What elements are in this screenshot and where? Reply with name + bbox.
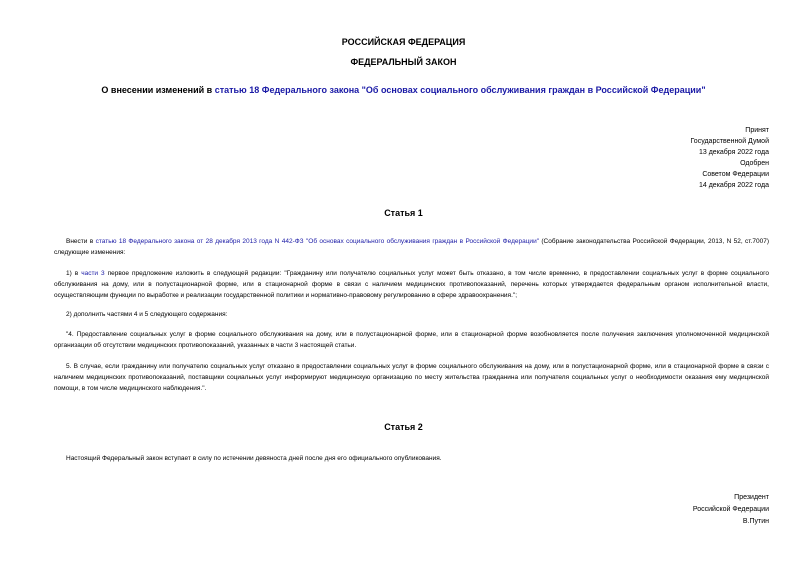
- adoption-line: 14 декабря 2022 года: [698, 182, 769, 189]
- article1-part4: "4. Предоставление социальных услуг в форме социального обслуживания на дому, или в полустационарной форме, или в стационарной форме возобновляется после получения заключения уполномоченной медицинской организации об отсутствии медицинских противопоказаний, указанных в части 3 настоящей статьи.: [54, 331, 769, 349]
- article2-text: Настоящий Федеральный закон вступает в силу по истечении девяноста дней после дня его официального опубликования.: [66, 455, 442, 462]
- law-title-link[interactable]: статью 18 Федерального закона "Об основах социального обслуживания граждан в Российской Федерации": [214, 85, 706, 95]
- item1-prefix: 1) в: [66, 270, 82, 277]
- adoption-line: 13 декабря 2022 года: [698, 149, 769, 156]
- signature-block: [693, 492, 769, 528]
- signature-country: Российской Федерации: [692, 506, 769, 513]
- law-title-prefix: О внесении изменений в: [101, 85, 215, 95]
- country-heading: РОССИЙСКАЯ ФЕДЕРАЦИЯ: [341, 37, 466, 47]
- part3-link[interactable]: части 3: [81, 270, 105, 277]
- adoption-line: Одобрен: [740, 160, 769, 167]
- adoption-block: [690, 125, 769, 191]
- article1-part5: 5. В случае, если гражданину или получателю социальных услуг отказано в предоставлении социальных услуг в форме социального обслуживания на дому, или в полустационарной форме, или в стационарной форме в связи с наличием медицинских противопоказаний, поставщики социальных услуг информируют медицинскую организацию по месту жительства гражданина или получателя социальных услуг о необходимости оказания ему медицинской помощи, в том числе медицинского наблюдения.".: [54, 363, 769, 392]
- intro-suffix: (Собрание законодательства Российской Федерации, 2013, N 52, ст.7007) следующие изменения:: [54, 238, 769, 256]
- adoption-line: Государственной Думой: [690, 138, 769, 145]
- article1-item1: [54, 268, 769, 301]
- article1-heading: Статья 1: [384, 208, 423, 218]
- signature-name: В.Путин: [742, 518, 769, 525]
- signature-title: Президент: [734, 494, 769, 501]
- article18-link[interactable]: статью 18 Федерального закона от 28 декабря 2013 года N 442-ФЗ "Об основах социального обслуживания граждан в Российской Федерации": [95, 238, 540, 245]
- adoption-line: Советом Федерации: [702, 171, 769, 178]
- item1-text: первое предложение изложить в следующей редакции: "Гражданину или получателю социальных услуг может быть отказано, в том числе временно, в предоставлении социальных услуг в форме социального обслуживания на дому, или в полустационарной форме, или в стационарной форме в связи с наличием медицинских противопоказаний, перечень которых утверждается федеральным органом исполнительной власти, осуществляющим функции по выработке и реализации государственной политики и нормативно-правовому регулированию в сфере здравоохранения.";: [54, 270, 769, 299]
- law-title: [0, 85, 807, 95]
- article1-intro: [54, 236, 769, 258]
- article1-item2: 2) дополнить частями 4 и 5 следующего содержания:: [66, 311, 228, 318]
- article2-heading: Статья 2: [384, 422, 423, 432]
- intro-prefix: Внести в: [66, 238, 96, 245]
- doc-type-heading: ФЕДЕРАЛЬНЫЙ ЗАКОН: [350, 57, 457, 67]
- adoption-line: Принят: [745, 127, 769, 134]
